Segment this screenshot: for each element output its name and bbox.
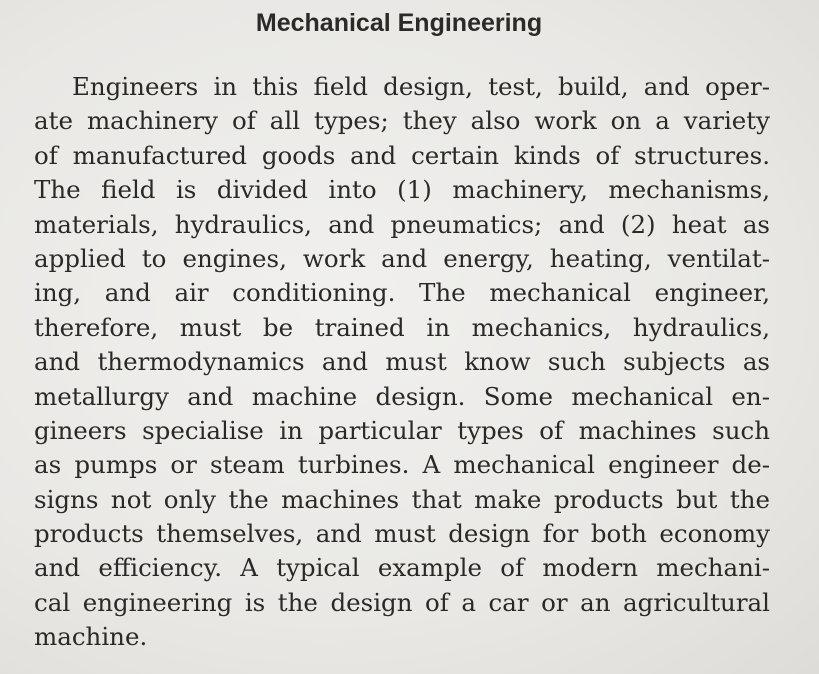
paragraph-line: metallurgy and machine design. Some mechanical en-	[34, 381, 770, 411]
paragraph-line: Engineers in this field design, test, build, and oper-	[72, 72, 770, 101]
paragraph-line: signs not only the machines that make products but the	[34, 484, 770, 514]
paragraph-line: ing, and air conditioning. The mechanical engineer,	[34, 278, 770, 308]
paragraph-line: products themselves, and must design for both economy	[34, 519, 770, 549]
paragraph-line: cal engineering is the design of a car or an agricultural	[34, 587, 770, 617]
paragraph-line: therefore, must be trained in mechanics, hydraulics,	[34, 312, 770, 342]
paragraph-line: gineers specialise in particular types of machines such	[34, 415, 770, 445]
paragraph-line: ate machinery of all types; they also work on a variety	[34, 106, 770, 136]
paragraph-line: applied to engines, work and energy, heating, ventilat-	[34, 243, 770, 273]
body-paragraph	[34, 70, 770, 655]
paragraph-line: of manufactured goods and certain kinds of structures.	[34, 140, 770, 170]
section-heading: Mechanical Engineering	[255, 9, 543, 37]
paragraph-line: The field is divided into (1) machinery, mechanisms,	[34, 175, 770, 205]
paragraph-line: and efficiency. A typical example of modern mechani-	[34, 553, 770, 583]
paragraph-line: and thermodynamics and must know such subjects as	[34, 347, 770, 377]
paragraph-line: materials, hydraulics, and pneumatics; and (2) heat as	[34, 209, 770, 239]
paragraph-line: machine.	[34, 622, 148, 652]
paragraph-line: as pumps or steam turbines. A mechanical engineer de-	[34, 450, 770, 480]
